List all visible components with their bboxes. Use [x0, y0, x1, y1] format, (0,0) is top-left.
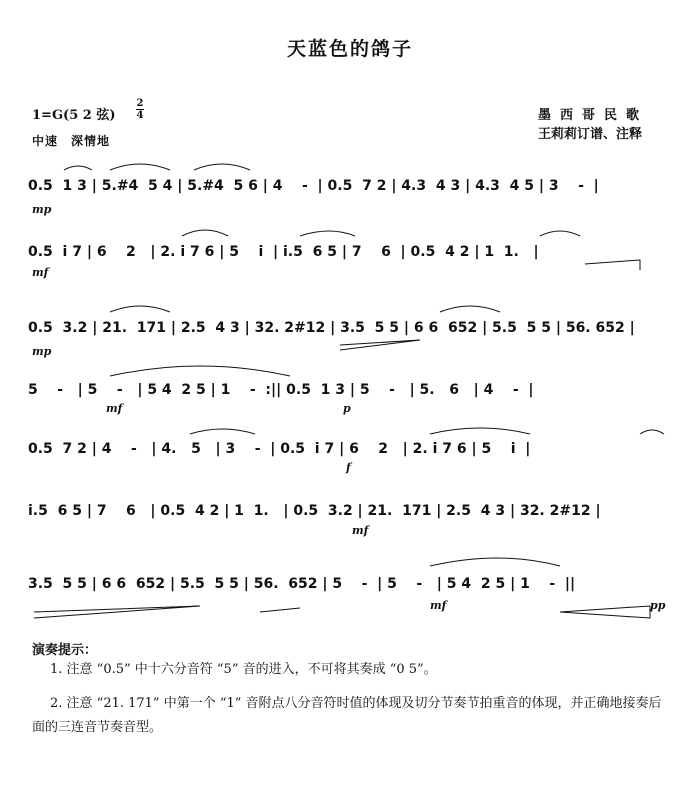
song-title: 天蓝色的鸽子: [286, 38, 413, 60]
score-line-1: 0.5 1 3 | 5.#4 5 4 | 5.#4 5 6 | 4 - | 0.5 7 2 | 4.3 4 3 | 4.3 4 5 | 3 - |: [28, 178, 599, 194]
tempo-marking: 中速 深情地: [32, 134, 111, 148]
dynamic-mark: f: [346, 461, 351, 474]
dynamic-mark: mf: [430, 599, 447, 612]
dynamic-mark: mp: [32, 345, 52, 358]
time-signature-bottom: 4: [136, 110, 144, 121]
time-signature-top: 2: [136, 98, 144, 109]
dynamic-mark: pp: [650, 599, 666, 612]
score-line-5: 0.5 7 2 | 4 - | 4. 5 | 3 - | 0.5 i 7 | 6 2 | 2. i 7 6 | 5 i |: [28, 441, 531, 457]
score-line-4: 5 - | 5 - | 5 4 2 5 | 1 - :|| 0.5 1 3 | 5 - | 5. 6 | 4 - |: [28, 382, 534, 398]
performance-note-2: 2. 注意 “21. 171” 中第一个 “1” 音附点八分音符时值的体现及切分节奏节拍重音的体现，并正确地接奏后面的三连音节奏音型。: [32, 696, 662, 735]
dynamic-mark: mf: [106, 402, 123, 415]
dynamic-mark: p: [343, 402, 351, 415]
performance-notes-heading: 演奏提示：: [32, 643, 98, 658]
score-line-3: 0.5 3.2 | 21. 171 | 2.5 4 3 | 32. 2#12 | 3.5 5 5 | 6 6 652 | 5.5 5 5 | 56. 652 |: [28, 320, 635, 336]
dynamic-mark: mp: [32, 203, 52, 216]
song-origin: 墨西哥民歌: [538, 108, 649, 123]
dynamic-mark: mf: [352, 524, 369, 537]
performance-note-1: 1. 注意 “0.5” 中十六分音符 “5” 音的进入，不可将其奏成 “0 5”。: [50, 662, 437, 677]
score-line-6: i.5 6 5 | 7 6 | 0.5 4 2 | 1 1. | 0.5 3.2 | 21. 171 | 2.5 4 3 | 32. 2#12 |: [28, 503, 601, 519]
song-editor: 王莉莉订谱、注释: [538, 127, 643, 142]
score-line-2: 0.5 i 7 | 6 2 | 2. i 7 6 | 5 i | i.5 6 5 | 7 6 | 0.5 4 2 | 1 1. |: [28, 244, 539, 260]
key-signature: 1=G(5 2 弦): [32, 108, 116, 123]
dynamic-mark: mf: [32, 266, 49, 279]
score-line-7: 3.5 5 5 | 6 6 652 | 5.5 5 5 | 56. 652 | 5 - | 5 - | 5 4 2 5 | 1 - ||: [28, 576, 576, 592]
